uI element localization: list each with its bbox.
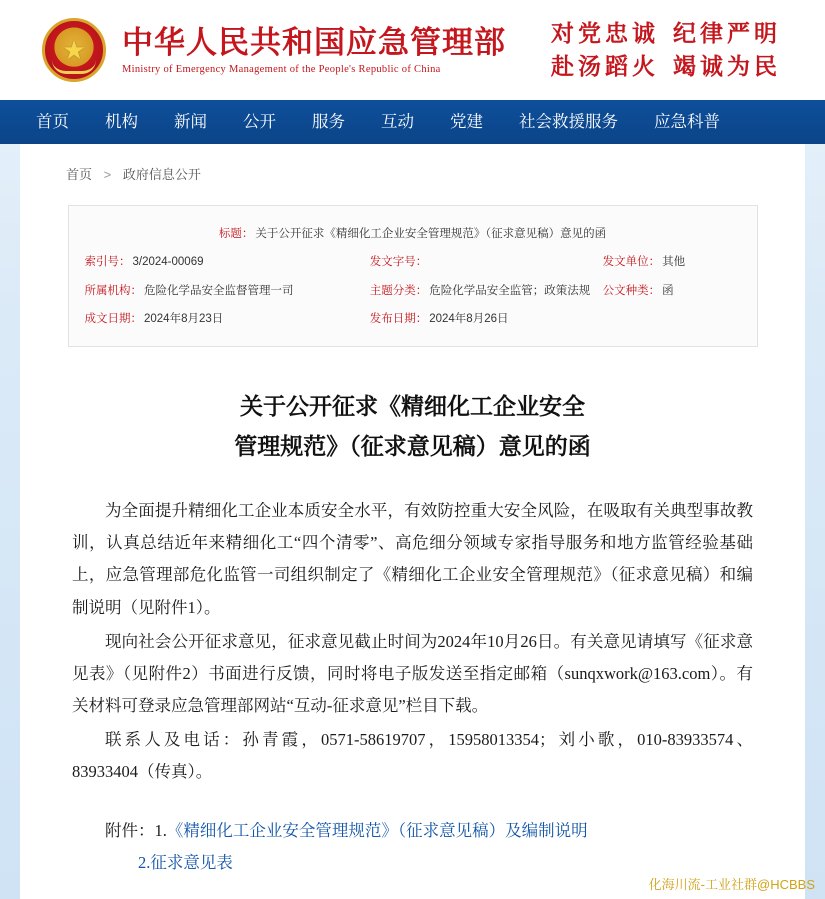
meta-cell-topic-category bbox=[370, 282, 603, 300]
wheat-ring-decoration bbox=[52, 60, 96, 74]
table-row bbox=[85, 277, 741, 305]
table-row bbox=[85, 248, 741, 276]
attachment-list-header bbox=[72, 815, 753, 847]
star-glyph: ★ bbox=[62, 35, 86, 65]
nav-item-disclosure[interactable]: 公开 bbox=[243, 113, 276, 131]
site-header bbox=[0, 0, 825, 100]
meta-label-title: 标题： bbox=[218, 228, 254, 240]
slogan-line2-a: 赴汤蹈火 bbox=[551, 54, 659, 79]
breadcrumb bbox=[20, 144, 805, 197]
meta-cell-index-number bbox=[85, 253, 370, 271]
watermark-text: 化海川流-工业社群@HCBBS bbox=[648, 876, 815, 892]
meta-row-title bbox=[85, 220, 741, 248]
meta-cell-written-date bbox=[85, 310, 370, 328]
document-meta-table bbox=[68, 205, 758, 347]
meta-label-topic-category: 主题分类： bbox=[369, 284, 428, 297]
national-emblem-icon bbox=[42, 18, 106, 82]
site-title-cn: 中华人民共和国应急管理部 bbox=[122, 24, 506, 60]
site-title-en: Ministry of Emergency Management of the People's Republic of China bbox=[122, 64, 441, 76]
meta-label-written-date: 成文日期： bbox=[84, 313, 142, 326]
meta-cell-doc-number bbox=[370, 253, 603, 271]
meta-cell-department bbox=[85, 282, 370, 300]
page-title-line2: 管理规范》（征求意见稿）意见的函 bbox=[234, 433, 591, 459]
meta-cell-doc-type bbox=[603, 282, 741, 300]
breadcrumb-separator: > bbox=[103, 167, 112, 182]
nav-item-home[interactable]: 首页 bbox=[36, 113, 69, 131]
meta-cell-publish-date bbox=[370, 310, 603, 328]
article-paragraph-1: 为全面提升精细化工企业本质安全水平，有效防控重大安全风险，在吸取有关典型事故教训，认真总结近年来精细化工“四个清零”、高危细分领域专家指导服务和地方监管经验基础上，应急管理部危化监管一司组织制定了《精细化工企业安全管理规范》（征求意见稿）和编制说明（见附件1）。 bbox=[72, 501, 753, 617]
meta-value-department: 危险化学品安全监督管理一司 bbox=[144, 284, 294, 297]
page-title bbox=[72, 387, 753, 468]
main-navigation bbox=[0, 100, 825, 144]
meta-label-issuing-unit: 发文单位： bbox=[602, 256, 661, 269]
content-panel bbox=[20, 144, 805, 899]
meta-value-index-number: 3/2024-00069 bbox=[132, 256, 204, 269]
article-paragraph-3: 联系人及电话：孙青霞，0571-58619707，15958013354；刘小歌，010-83933574、83933404（传真）。 bbox=[72, 730, 753, 782]
nav-item-emergency-science[interactable]: 应急科普 bbox=[654, 113, 720, 131]
meta-value-title: 关于公开征求《精细化工企业安全管理规范》（征求意见稿）意见的函 bbox=[255, 228, 607, 240]
meta-label-publish-date: 发布日期： bbox=[369, 313, 428, 326]
site-title-block bbox=[122, 25, 506, 76]
meta-label-index-number: 索引号： bbox=[84, 256, 131, 269]
nav-item-party-building[interactable]: 党建 bbox=[450, 113, 483, 131]
page-title-line1: 关于公开征求《精细化工企业安全 bbox=[240, 393, 585, 419]
meta-cell-issuing-unit bbox=[603, 253, 741, 271]
article-body bbox=[20, 347, 805, 879]
meta-value-issuing-unit: 其他 bbox=[662, 256, 686, 269]
attachment-prefix: 附件：1. bbox=[105, 820, 167, 840]
nav-item-interaction[interactable]: 互动 bbox=[381, 113, 414, 131]
meta-label-doc-type: 公文种类： bbox=[602, 284, 661, 297]
meta-value-doc-type: 函 bbox=[662, 284, 674, 297]
site-slogan bbox=[551, 17, 781, 84]
breadcrumb-current: 政府信息公开 bbox=[122, 167, 201, 182]
attachment-link-1[interactable]: 《精细化工企业安全管理规范》（征求意见稿）及编制说明 bbox=[166, 820, 588, 840]
nav-item-news[interactable]: 新闻 bbox=[174, 113, 207, 131]
nav-item-services[interactable]: 服务 bbox=[312, 113, 345, 131]
slogan-line1-b: 纪律严明 bbox=[673, 20, 781, 46]
nav-item-organization[interactable]: 机构 bbox=[105, 113, 138, 131]
article-paragraph-2: 现向社会公开征求意见，征求意见截止时间为2024年10月26日。有关意见请填写《征求意见表》（见附件2）书面进行反馈，同时将电子版发送至指定邮箱（sunqxwork@163.com）。有关材料可登录应急管理部网站“互动-征求意见”栏目下载。 bbox=[72, 631, 753, 716]
meta-value-written-date: 2024年8月23日 bbox=[144, 313, 224, 326]
breadcrumb-home[interactable]: 首页 bbox=[66, 167, 93, 182]
table-row bbox=[85, 305, 741, 333]
slogan-line2-b: 竭诚为民 bbox=[673, 54, 781, 79]
meta-label-department: 所属机构： bbox=[84, 284, 142, 297]
meta-value-topic-category: 危险化学品安全监管；政策法规 bbox=[429, 284, 591, 297]
meta-cell-empty bbox=[603, 310, 741, 328]
nav-item-social-rescue[interactable]: 社会救援服务 bbox=[519, 113, 618, 131]
slogan-line1-a: 对党忠诚 bbox=[551, 20, 659, 46]
meta-value-publish-date: 2024年8月26日 bbox=[429, 313, 509, 326]
meta-label-doc-number: 发文字号： bbox=[369, 256, 428, 269]
attachment-link-2[interactable]: 2.征求意见表 bbox=[138, 852, 233, 872]
